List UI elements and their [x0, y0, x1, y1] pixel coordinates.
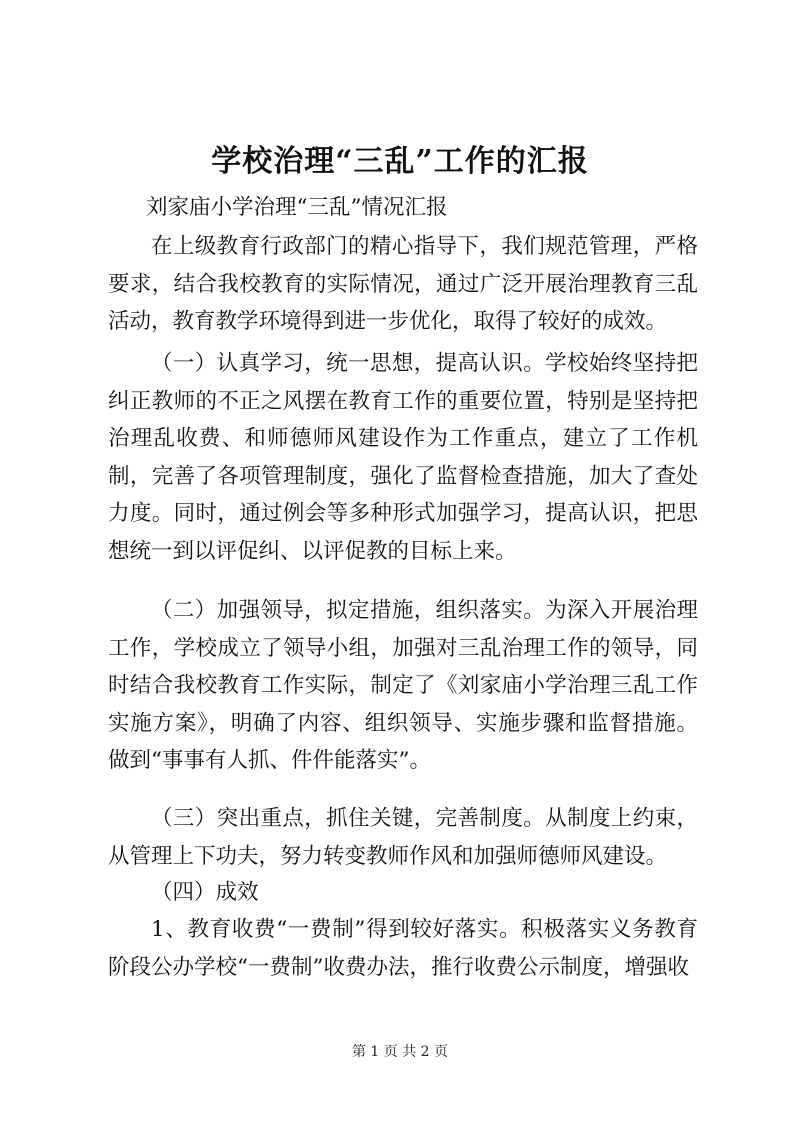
paragraph-section-2: （二）加强领导，拟定措施，组织落实。为深入开展治理工作，学校成立了领导小组，加强对三乱治理工作的领导，同时结合我校教育工作实际，制定了《刘家庙小学治理三乱工作实施方案》，明确了内容、组织领导、实施步骤和监督措施。做到“事事有人抓、件件能落实”。	[108, 598, 698, 774]
document-subtitle: 刘家庙小学治理“三乱”情况汇报	[146, 195, 448, 220]
paragraph-section-1: （一）认真学习，统一思想，提高认识。学校始终坚持把纠正教师的不正之风摆在教育工作的重要位置，特别是坚持把治理乱收费、和师德师风建设作为工作重点，建立了工作机制，完善了各项管理制度，强化了监督检查措施，加大了查处力度。同时，通过例会等多种形式加强学习，提高认识，把思想统一到以评促纠、以评促教的目标上来。	[108, 351, 698, 564]
paragraph-intro: 在上级教育行政部门的精心指导下，我们规范管理，严格要求，结合我校教育的实际情况，通过广泛开展治理教育三乱活动，教育教学环境得到进一步优化，取得了较好的成效。	[108, 234, 698, 335]
paragraph-result-1: 1、教育收费“一费制”得到较好落实。积极落实义务教育阶段公办学校“一费制”收费办法，推行收费公示制度，增强收	[108, 917, 698, 980]
paragraph-section-3: （三）突出重点，抓住关键，完善制度。从制度上约束，从管理上下功夫，努力转变教师作风和加强师德师风建设。	[108, 806, 698, 869]
paragraph-section-4-heading: （四）成效	[151, 880, 259, 905]
document-title: 学校治理“三乱”工作的汇报	[211, 144, 589, 179]
page-number-footer: 第 1 页 共 2 页	[351, 1044, 449, 1060]
